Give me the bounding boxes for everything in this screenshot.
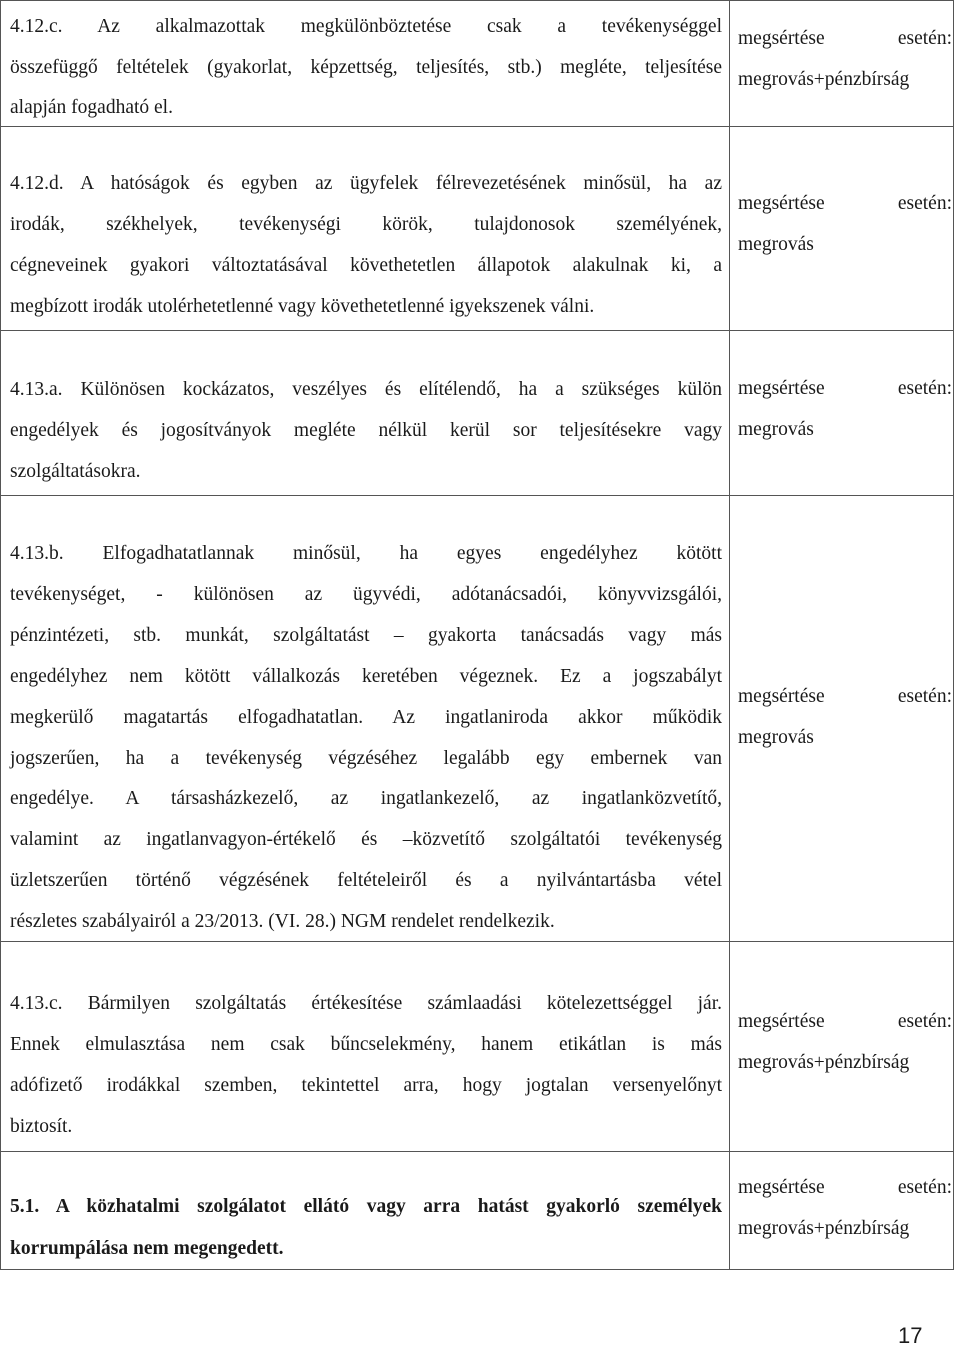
rule-description-line: megbízott irodák utolérhetetlenné vagy követhetetlenné igyekszenek válni. (10, 296, 595, 317)
sanction-condition-word: esetén: (897, 28, 952, 49)
rule-description-line: korrumpálása nem megengedett. (10, 1237, 284, 1259)
rule-sanction-cell (730, 127, 953, 330)
rule-description-line: biztosít. (10, 1116, 73, 1137)
rule-description-line: összefüggő feltételek (gyakorlat, képzettség, teljesítés, stb.) megléte, teljesítése (10, 56, 722, 78)
rule-description-line: 5.1. A közhatalmi szolgálatot ellátó vagy arra hatást gyakorló személyek (10, 1196, 722, 1217)
rule-description-line: Ennek elmulasztása nem csak bűncselekmény, hanem etikátlan is más (10, 1034, 722, 1055)
rule-description-cell (1, 331, 730, 495)
rule-sanction (738, 19, 952, 100)
rule-sanction (738, 1002, 952, 1083)
rule-sanction (738, 368, 952, 450)
sanction-condition (738, 184, 952, 225)
rule-description-line: alapján fogadható el. (10, 97, 173, 118)
rule-description-cell (1, 1152, 730, 1269)
rule-sanction-cell (730, 331, 953, 495)
rule-description-cell (1, 942, 730, 1151)
sanction-penalty: megrovás (738, 233, 814, 255)
rule-description-line: irodák, székhelyek, tevékenységi körök, tulajdonosok személyének, (10, 214, 722, 235)
rule-description-line: megkerülő magatartás elfogadhatatlan. Az ingatlaniroda akkor működik (10, 706, 722, 728)
sanction-condition-word: megsértése (738, 28, 825, 49)
sanction-penalty: megrovás+pénzbírság (738, 68, 910, 90)
sanction-condition (738, 19, 952, 60)
rule-sanction (738, 1167, 952, 1249)
rule-sanction-cell (730, 1152, 953, 1269)
rule-description (10, 7, 722, 129)
rule-description-line: pénzintézeti, stb. munkát, szolgáltatást – gyakorta tanácsadás vagy más (10, 624, 722, 646)
rule-row (0, 942, 954, 1152)
rule-description-line: 4.13.c. Bármilyen szolgáltatás értékesítése számlaadási kötelezettséggel jár. (10, 993, 722, 1014)
rule-sanction-cell (730, 496, 953, 941)
rule-description-line: 4.13.b. Elfogadhatatlannak minősül, ha egyes engedélyhez kötött (10, 543, 722, 564)
rule-description-line: engedélyek és jogosítványok megléte nélkül kerül sor teljesítésekre vagy (10, 420, 722, 441)
rule-description-cell (1, 127, 730, 330)
rule-sanction (738, 184, 952, 265)
rule-row (0, 0, 954, 127)
sanction-penalty: megrovás+pénzbírság (738, 1218, 910, 1239)
rule-description-line: valamint az ingatlanvagyon-értékelő és –közvetítő szolgáltatói tevékenység (10, 829, 722, 851)
sanction-condition-word: megsértése (738, 686, 825, 707)
rule-description-line: cégneveinek gyakori változtatásával követhetetlen állapotok alakulnak ki, a (10, 255, 722, 276)
rule-description-line: részletes szabályairól a 23/2013. (VI. 28.) NGM rendelet rendelkezik. (10, 911, 555, 933)
sanction-condition-word: megsértése (738, 1011, 825, 1032)
page-number: 17 (898, 1323, 923, 1348)
rule-description-line: tevékenységet, - különösen az ügyvédi, adótanácsadói, könyvvizsgálói, (10, 583, 722, 605)
rule-description (10, 983, 722, 1147)
sanction-penalty: megrovás (738, 727, 814, 748)
rule-description-line: engedélyhez nem kötött vállalkozás keretében végeznek. Ez a jogszabályt (10, 665, 722, 687)
rule-description-line: üzletszerűen történő végzésének feltételeiről és a nyilvántartásba vétel (10, 870, 722, 892)
rule-description (10, 1186, 722, 1269)
sanction-condition-word: esetén: (897, 1011, 952, 1032)
rule-sanction-cell (730, 1, 953, 126)
rule-description (10, 534, 722, 943)
sanction-condition (738, 1167, 952, 1208)
rule-description-line: 4.13.a. Különösen kockázatos, veszélyes és elítélendő, ha a szükséges külön (10, 379, 722, 400)
rule-description (10, 369, 722, 492)
rule-description-cell (1, 1, 730, 126)
rule-row (0, 127, 954, 331)
rule-row (0, 496, 954, 942)
rule-sanction-cell (730, 942, 953, 1151)
sanction-condition-word: megsértése (738, 378, 825, 399)
sanction-penalty: megrovás+pénzbírság (738, 1051, 910, 1073)
rule-row (0, 331, 954, 496)
sanction-condition (738, 368, 952, 409)
rule-row (0, 1152, 954, 1270)
rule-description-line: szolgáltatásokra. (10, 461, 141, 482)
sanction-condition-word: megsértése (738, 193, 825, 214)
sanction-condition-word: esetén: (897, 686, 952, 707)
rule-description (10, 163, 722, 327)
sanction-condition (738, 676, 952, 717)
sanction-condition-word: esetén: (897, 378, 952, 399)
rule-description-cell (1, 496, 730, 941)
rule-description-line: jogszerűen, ha a tevékenység végzéséhez legalább egy embernek van (10, 747, 722, 769)
rule-description-line: adófizető irodákkal szemben, tekintettel arra, hogy jogtalan versenyelőnyt (10, 1075, 722, 1096)
sanction-condition-word: megsértése (738, 1177, 825, 1198)
sanction-condition-word: esetén: (897, 193, 952, 214)
rule-description-line: 4.12.d. A hatóságok és egyben az ügyfelek félrevezetésének minősül, ha az (10, 173, 722, 194)
rule-description-line: engedélye. A társasházkezelő, az ingatlankezelő, az ingatlanközvetítő, (10, 788, 722, 810)
rule-sanction (738, 676, 952, 758)
rule-description-line: 4.12.c. Az alkalmazottak megkülönböztetése csak a tevékenységgel (10, 16, 722, 37)
sanction-condition (738, 1002, 952, 1043)
sanction-penalty: megrovás (738, 419, 814, 440)
sanction-condition-word: esetén: (897, 1177, 952, 1198)
